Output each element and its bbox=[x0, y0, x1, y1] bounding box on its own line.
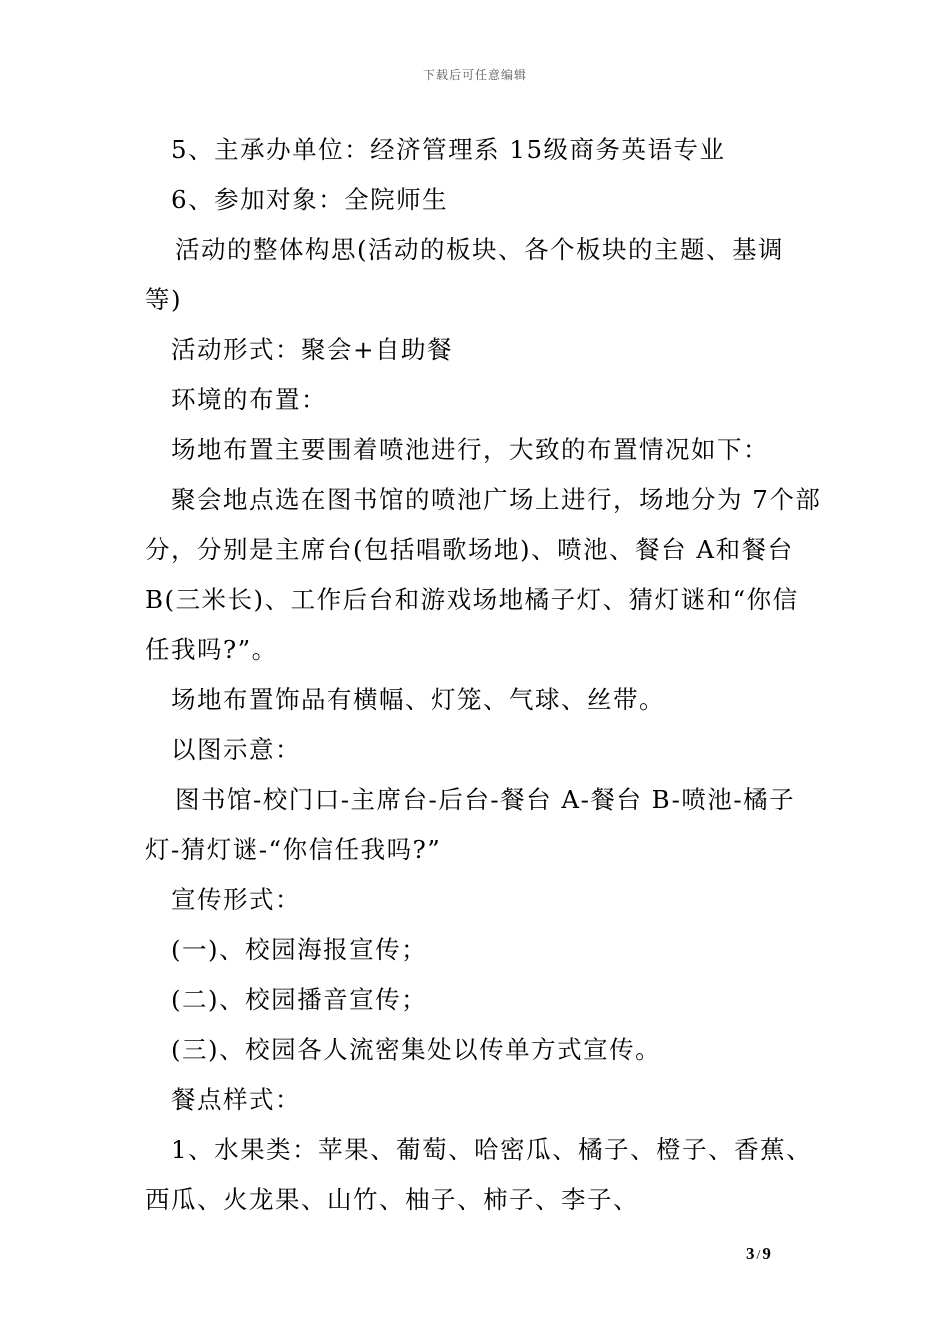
paragraph-line: B(三米长)、工作后台和游戏场地橘子灯、猜灯谜和“你信 bbox=[145, 585, 799, 614]
paragraph-line: 宣传形式： bbox=[171, 885, 301, 914]
paragraph-line: 聚会地点选在图书馆的喷池广场上进行，场地分为 7个部 bbox=[171, 485, 822, 514]
page-number bbox=[746, 1244, 771, 1264]
paragraph-line: (三)、校园各人流密集处以传单方式宣传。 bbox=[171, 1035, 662, 1064]
paragraph-line: 5、主承办单位：经济管理系 15级商务英语专业 bbox=[171, 135, 726, 164]
total-pages: 9 bbox=[762, 1244, 771, 1263]
paragraph-line: (二)、校园播音宣传； bbox=[171, 985, 428, 1014]
paragraph-line: 1、水果类：苹果、葡萄、哈密瓜、橘子、橙子、香蕉、 bbox=[171, 1135, 813, 1164]
paragraph-line: 环境的布置： bbox=[171, 385, 327, 414]
paragraph-line: 以图示意： bbox=[171, 735, 301, 764]
document-body bbox=[145, 125, 822, 1225]
paragraph-line: 餐点样式： bbox=[171, 1085, 301, 1114]
current-page: 3 bbox=[746, 1244, 755, 1263]
paragraph-line: (一)、校园海报宣传； bbox=[171, 935, 428, 964]
paragraph-line: 场地布置主要围着喷池进行，大致的布置情况如下： bbox=[171, 435, 769, 464]
paragraph-line: 活动形式：聚会+自助餐 bbox=[171, 335, 454, 364]
paragraph-line: 等) bbox=[145, 285, 183, 314]
paragraph-line: 场地布置饰品有横幅、灯笼、气球、丝带。 bbox=[171, 685, 665, 714]
page-header: 下载后可任意编辑 bbox=[422, 68, 527, 82]
paragraph-line: 灯-猜灯谜-“你信任我吗?” bbox=[145, 835, 442, 864]
paragraph-line: 图书馆-校门口-主席台-后台-餐台 A-餐台 B-喷池-橘子 bbox=[175, 785, 796, 814]
page-separator: / bbox=[756, 1248, 761, 1263]
paragraph-line: 分，分别是主席台(包括唱歌场地)、喷池、餐台 A和餐台 bbox=[145, 535, 794, 564]
paragraph-line: 6、参加对象：全院师生 bbox=[171, 185, 449, 214]
paragraph-line: 任我吗?”。 bbox=[145, 635, 278, 664]
paragraph-line: 活动的整体构思(活动的板块、各个板块的主题、基调 bbox=[175, 235, 785, 264]
paragraph-line: 西瓜、火龙果、山竹、柚子、柿子、李子、 bbox=[145, 1185, 639, 1214]
